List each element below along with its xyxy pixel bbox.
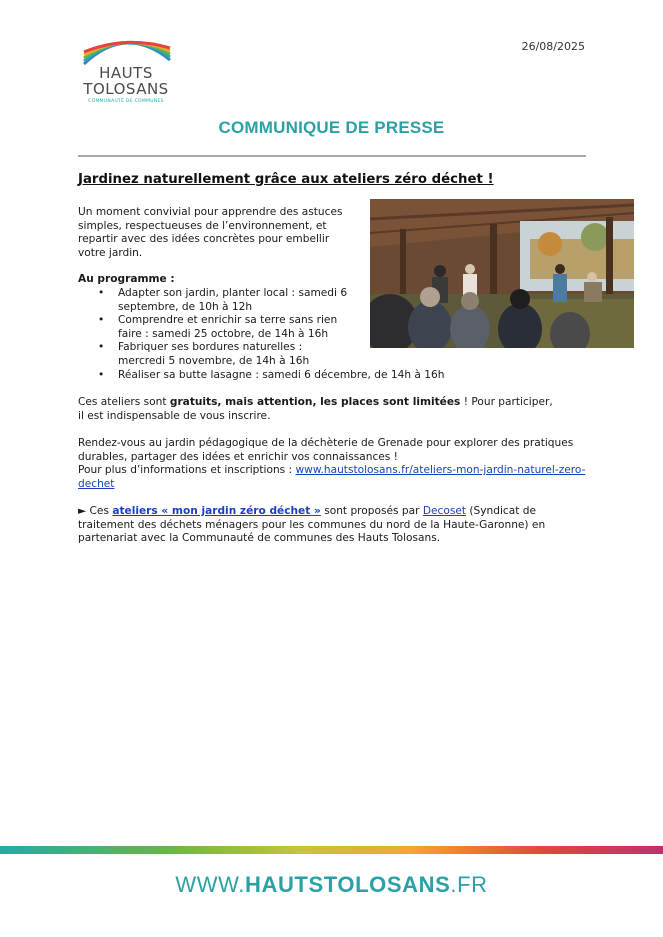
emphasis-text: gratuits, mais attention, les places sont limitées [169, 396, 461, 408]
text-span: (Syndicat de traitement des déchets ménagers pour les communes du nord de la Haute-Garonne) en partenariat avec la Communauté de communes des Hauts Tolosans. [78, 505, 546, 545]
partner-paragraph [78, 505, 588, 546]
text-span: Pour plus d’informations et inscriptions : [78, 464, 296, 476]
text-span: Ces ateliers sont [78, 396, 170, 408]
logo-subtitle: COMMUNAUTÉ DE COMMUNES [88, 99, 164, 104]
info-link[interactable]: www.hautstolosans.fr/ateliers-mon-jardin-naturel-zero-dechet [78, 464, 586, 490]
footer-color-bar [0, 846, 663, 854]
registration-paragraph [78, 396, 558, 423]
press-release-title: COMMUNIQUE DE PRESSE [218, 118, 445, 137]
footer-url-prefix: WWW. [175, 872, 245, 897]
list-item: • Fabriquer ses bordures naturelles : mercredi 5 novembre, de 14h à 16h [98, 341, 350, 368]
logo-rainbow-icon [78, 30, 178, 66]
divider [78, 155, 586, 157]
decoset-link[interactable]: Decoset [422, 505, 467, 517]
footer-url-bold: HAUTSTOLOSANS [244, 872, 451, 897]
footer-website[interactable] [0, 872, 663, 898]
document-date: 26/08/2025 [521, 40, 585, 53]
footer-url-suffix: .FR [450, 872, 488, 897]
program-title: Au programme : [78, 273, 175, 285]
list-item: • Comprendre et enrichir sa terre sans rien faire : samedi 25 octobre, de 14h à 16h [98, 314, 350, 341]
logo [78, 30, 178, 110]
text-span: sont proposés par [320, 505, 423, 517]
logo-text-tolosans: TOLOSANS [83, 80, 169, 98]
info-paragraph [78, 464, 588, 491]
arrow-icon: ► [78, 505, 87, 517]
location-paragraph: Rendez-vous au jardin pédagogique de la déchèterie de Grenade pour explorer des pratiques durables, partager des idées et enrichir vos connaissances ! [78, 437, 574, 463]
program-list [98, 287, 458, 382]
list-item: • Adapter son jardin, planter local : samedi 6 septembre, de 10h à 12h [98, 287, 350, 314]
ateliers-link[interactable]: ateliers « mon jardin zéro déchet » [112, 505, 321, 517]
logo-text-hauts: HAUTS [99, 64, 153, 82]
headline: Jardinez naturellement grâce aux ateliers zéro déchet ! [78, 172, 494, 187]
text-span: Ces [86, 505, 113, 517]
text-span: ! Pour participer, il est indispensable de vous inscrire. [78, 396, 553, 422]
intro-paragraph: Un moment convivial pour apprendre des astuces simples, respectueuses de l’environnement, et repartir avec des idées concrètes pour embellir votre jardin. [78, 206, 343, 259]
list-item: • Réaliser sa butte lasagne : samedi 6 décembre, de 14h à 16h [98, 369, 458, 383]
